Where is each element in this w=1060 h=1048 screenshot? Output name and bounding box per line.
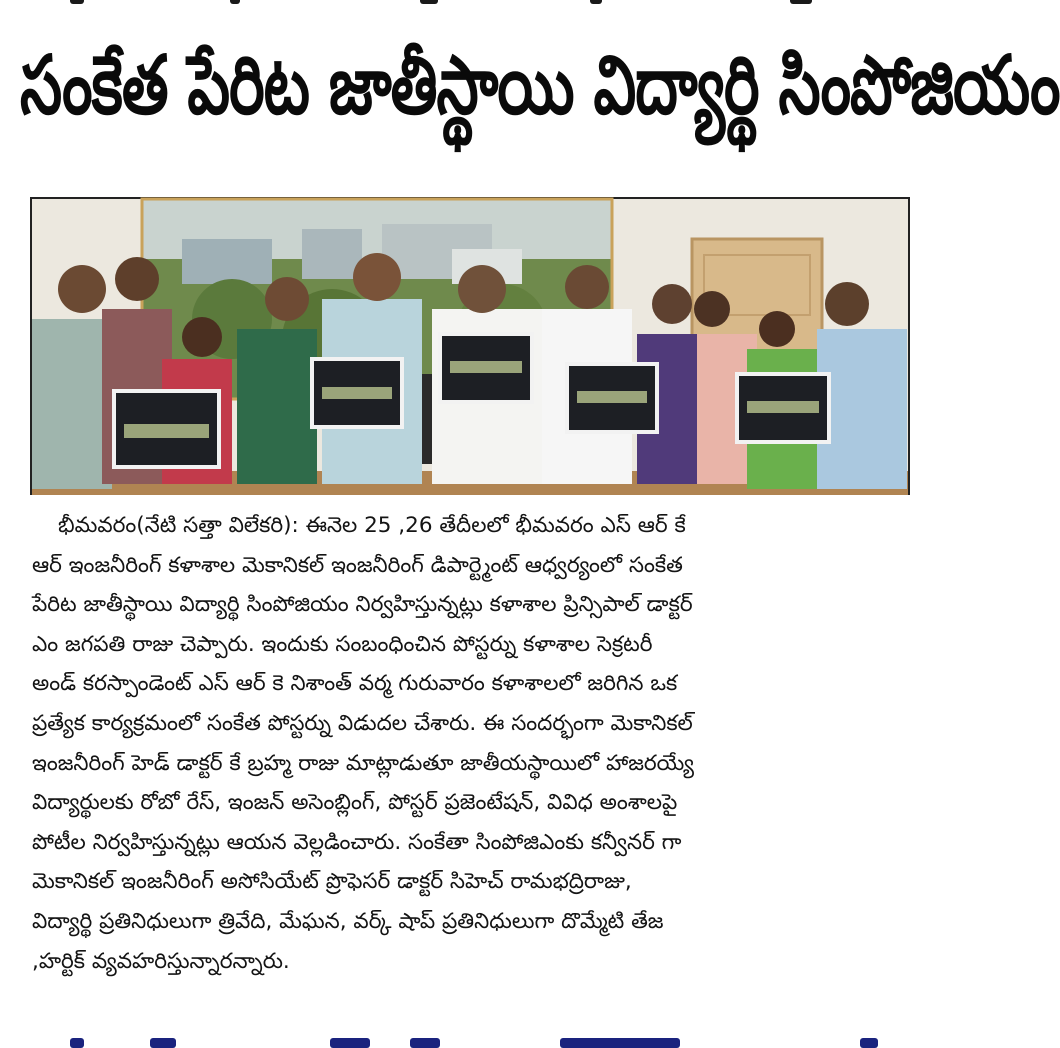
article-body — [32, 506, 910, 981]
article-headline: సంకేత పేరిట జాతీస్థాయి విద్యార్థి సింపోజియం — [20, 38, 1060, 134]
article-body-line: ఇంజనీరింగ్ హెడ్ డాక్టర్ కే బ్రహ్మ రాజు మాట్లాడుతూ జాతీయస్థాయిలో హాజరయ్యే — [32, 750, 694, 776]
article-body-line: ,హర్టిక్ వ్యవహరిస్తున్నారన్నారు. — [32, 948, 290, 974]
article-body-line: ఎం జగపతి రాజు చెప్పారు. ఇందుకు సంబంధించిన పోస్టర్ను కళాశాల సెక్రటరీ — [32, 631, 653, 657]
article-body-line: విద్యార్థులకు రోబో రేస్, ఇంజన్ అసెంబ్లింగ్, పోస్టర్ ప్రజెంటేషన్, వివిధ అంశాలపై — [32, 790, 678, 816]
article-body-line: మెకానికల్ ఇంజనీరింగ్ అసోసియేట్ ప్రొఫెసర్ డాక్టర్ సిహెచ్ రామభద్రిరాజు, — [32, 869, 632, 895]
article-body-line: ప్రత్యేక కార్యక్రమంలో సంకేత పోస్టర్ను విడుదల చేశారు. ఈ సందర్భంగా మెకానికల్ — [32, 710, 693, 736]
article-photo — [30, 197, 910, 495]
article-body-line: విద్యార్థి ప్రతినిధులుగా త్రివేది, మేఘన, వర్క్ షాప్ ప్రతినిధులుగా దొమ్మేటి తేజ — [32, 908, 664, 934]
article-body-line: పోటీల నిర్వహిస్తున్నట్లు ఆయన వెల్లడించారు. సంకేతా సింపోజిఎంకు కన్వీనర్ గా — [32, 829, 682, 855]
article-body-line: అండ్ కరస్పాండెంట్ ఎస్ ఆర్ కె నిశాంత్ వర్మ గురువారం కళాశాలలో జరిగిన ఒక — [32, 671, 678, 697]
article-body-line: పేరిట జాతీస్థాయి విద్యార్థి సింపోజియం నిర్వహిస్తున్నట్లు కళాశాల ప్రిన్సిపాల్ డాక్టర్ — [32, 592, 693, 618]
next-article-fragment — [0, 1030, 930, 1045]
group-photo-icon — [32, 199, 908, 493]
article-body-line: ఆర్ ఇంజనీరింగ్ కళాశాల మెకానికల్ ఇంజనీరింగ్ డిపార్ట్మెంట్ ఆధ్వర్యంలో సంకేత — [32, 552, 683, 578]
article-body-line: భీమవరం(నేటి సత్తా విలేకరి): ఈనెల 25 ,26 తేదీలలో భీమవరం ఎస్ ఆర్ కే — [58, 513, 686, 538]
